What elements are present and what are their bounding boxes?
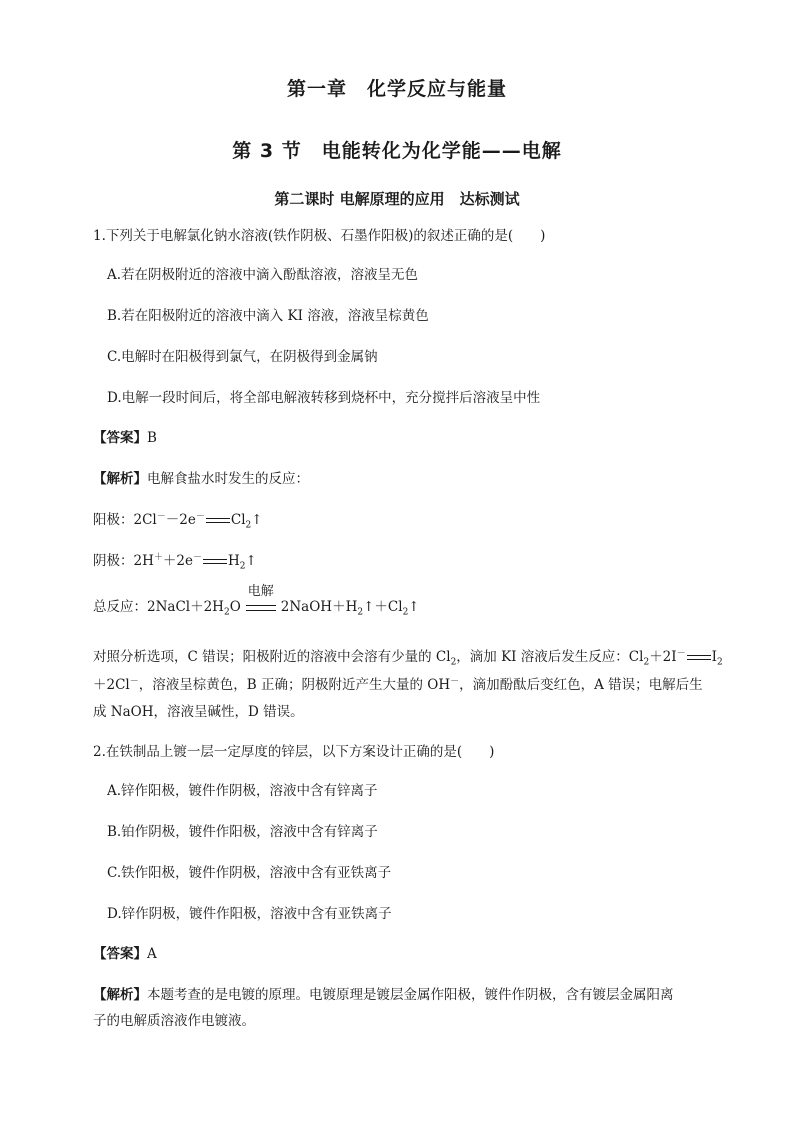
question-1-analysis-intro — [93, 469, 309, 489]
explanation-line-1: 对照分析选项，C 错误；阳极附近的溶液中会溶有少量的 $Cl_2$，滴加 KI 溶液后发生反应：$Cl_2+2I^-$ $I_2$ — [93, 648, 723, 668]
explanation-line-3: 成 NaOH，溶液呈碱性，D 错误。 — [93, 704, 304, 720]
question-2-answer — [93, 944, 157, 964]
analysis-label: 【解析】 — [93, 987, 147, 1003]
question-2-stem: 2.在铁制品上镀一层一定厚度的锌层，以下方案设计正确的是( ) — [93, 744, 495, 760]
anode-equation: 阳极：2Cl－－2e－ $Cl_2↑$ — [93, 511, 263, 531]
electrolysis-condition: 电解 — [245, 597, 277, 617]
cathode-equation: 阴极：2H＋＋2e－ $H_2↑$ — [93, 552, 257, 572]
chapter-title: 第一章 化学反应与能量 — [286, 78, 507, 100]
explanation-line-2: ＋2Cl－，溶液呈棕黄色，B 正确；阴极附近产生大量的 OH－，滴加酚酞后变红色，A 错误；电解后生 — [93, 676, 703, 693]
question-2-option-a: A.锌作阳极，镀件作阴极，溶液中含有锌离子 — [107, 783, 378, 799]
answer-value: B — [147, 430, 157, 446]
question-1-option-a: A.若在阴极附近的溶液中滴入酚酞溶液，溶液呈无色 — [107, 267, 419, 283]
question-2-analysis-line-1: 【解析】本题考查的是电镀的原理。电镀原理是镀层金属作阳极，镀件作阴极，含有镀层金属阳离 — [93, 987, 674, 1003]
lesson-title: 第二课时 电解原理的应用 达标测试 — [274, 190, 520, 208]
total-label: 总反应： — [93, 599, 147, 615]
question-1-answer — [93, 428, 157, 448]
question-1-option-d: D.电解一段时间后，将全部电解液转移到烧杯中，充分搅拌后溶液呈中性 — [107, 390, 541, 406]
question-1-option-c: C.电解时在阳极得到氯气，在阴极得到金属钠 — [107, 349, 378, 365]
section-title: 第 3 节 电能转化为化学能——电解 — [232, 140, 562, 162]
question-2-option-d: D.锌作阴极，镀件作阳极，溶液中含有亚铁离子 — [107, 906, 392, 922]
question-2-option-b: B.铂作阴极，镀件作阳极，溶液中含有锌离子 — [107, 824, 378, 840]
total-equation: 总反应：$2NaCl+2H_2O$ 电解 $2NaOH+H_2↑+Cl_2↑$ — [93, 584, 420, 618]
question-1-stem: 1.下列关于电解氯化钠水溶液(铁作阴极、石墨作阳极)的叙述正确的是( ) — [93, 228, 546, 244]
answer-value: A — [147, 946, 157, 962]
question-2-option-c: C.铁作阳极，镀件作阴极，溶液中含有亚铁离子 — [107, 865, 392, 881]
answer-label: 【答案】 — [93, 430, 147, 446]
answer-label: 【答案】 — [93, 946, 147, 962]
analysis-label: 【解析】 — [93, 471, 147, 487]
analysis-intro-text: 电解食盐水时发生的反应： — [147, 471, 309, 487]
cathode-label: 阴极： — [93, 553, 134, 569]
question-1-option-b: B.若在阳极附近的溶液中滴入 KI 溶液，溶液呈棕黄色 — [107, 308, 429, 324]
question-2-analysis-line-2: 子的电解质溶液作电镀液。 — [93, 1013, 255, 1029]
anode-label: 阳极： — [93, 512, 134, 528]
